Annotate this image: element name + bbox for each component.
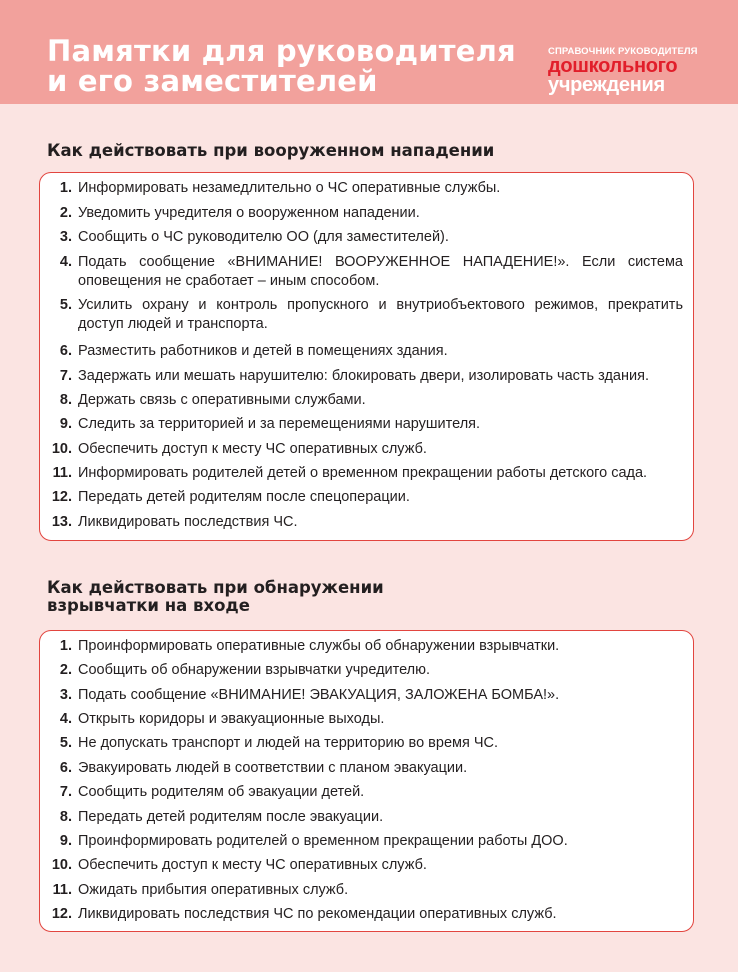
item-text: Не допускать транспорт и людей на территорию во время ЧС. [78, 735, 499, 751]
item-number: 5. [59, 297, 72, 313]
item-number: 1. [59, 180, 72, 196]
page-title [47, 36, 517, 96]
item-text: Открыть коридоры и эвакуационные выходы. [78, 711, 385, 727]
item-text: Разместить работников и детей в помещениях здания. [78, 343, 448, 359]
section-title-explosives [47, 579, 384, 615]
item-number: 9. [59, 416, 72, 432]
item-text: Сообщить об обнаружении взрывчатки учредителю. [78, 662, 431, 678]
item-text: Ликвидировать последствия ЧС по рекомендации оперативных служб. [78, 906, 557, 922]
item-number: 1. [59, 638, 72, 654]
item-number: 6. [59, 760, 72, 776]
item-number: 3. [59, 687, 72, 703]
section-title-line: Как действовать при вооруженном нападении [47, 141, 495, 160]
item-number: 8. [59, 809, 72, 825]
item-text: Следить за территорией и за перемещениями нарушителя. [78, 416, 481, 432]
item-text: Ликвидировать последствия ЧС. [78, 514, 298, 530]
item-number: 10. [51, 441, 72, 457]
item-number: 13. [51, 514, 72, 530]
item-text: Уведомить учредителя о вооруженном нападении. [78, 205, 420, 221]
item-text: Информировать незамедлительно о ЧС оперативные службы. [78, 180, 501, 196]
section-title-armed-attack [47, 142, 494, 160]
item-number: 12. [51, 489, 72, 505]
item-text: Информировать родителей детей о временном прекращении работы детского сада. [78, 465, 648, 481]
item-number: 5. [59, 735, 72, 751]
item-number: 2. [59, 205, 72, 221]
item-text: Задержать или мешать нарушителю: блокировать двери, изолировать часть здания. [78, 368, 649, 384]
item-number: 11. [52, 882, 72, 898]
logo-bottom-line: учреждения [548, 74, 665, 96]
item-text: Подать сообщение «ВНИМАНИЕ! ВООРУЖЕННОЕ НАПАДЕНИЕ!». Если система оповещения не сработает – иным способом. [78, 254, 683, 289]
item-text: Проинформировать оперативные службы об обнаружении взрывчатки. [78, 638, 560, 654]
item-number: 3. [59, 229, 72, 245]
item-number: 2. [59, 662, 72, 678]
item-text: Обеспечить доступ к месту ЧС оперативных служб. [78, 857, 427, 873]
item-text: Проинформировать родителей о временном прекращении работы ДОО. [78, 833, 568, 849]
item-number: 10. [51, 857, 72, 873]
item-number: 12. [51, 906, 72, 922]
item-number: 9. [59, 833, 72, 849]
item-number: 7. [59, 368, 72, 384]
item-number: 7. [59, 784, 72, 800]
item-text: Сообщить родителям об эвакуации детей. [78, 784, 365, 800]
logo-top-line: СПРАВОЧНИК РУКОВОДИТЕЛЯ [548, 46, 698, 57]
section-title-line: Как действовать при обнаружении [47, 578, 384, 597]
item-number: 8. [59, 392, 72, 408]
item-number: 11. [52, 465, 72, 481]
item-text: Эвакуировать людей в соответствии с планом эвакуации. [78, 760, 468, 776]
item-number: 4. [59, 254, 72, 270]
section-title-line: взрывчатки на входе [47, 596, 250, 615]
item-text: Обеспечить доступ к месту ЧС оперативных служб. [78, 441, 427, 457]
item-text: Ожидать прибытия оперативных служб. [78, 882, 349, 898]
item-text: Передать детей родителям после эвакуации. [78, 809, 384, 825]
item-text: Передать детей родителям после спецоперации. [78, 489, 410, 505]
item-text: Держать связь с оперативными службами. [78, 392, 366, 408]
item-text: Усилить охрану и контроль пропускного и внутриобъектового режимов, прекратить доступ людей и транспорта. [78, 297, 683, 332]
checklist-box-armed-attack [39, 172, 694, 541]
item-number: 4. [59, 711, 72, 727]
page-title-line-1: Памятки для руководителя [47, 34, 516, 68]
item-text: Сообщить о ЧС руководителю ОО (для заместителей). [78, 229, 449, 245]
checklist-box-explosives [39, 630, 694, 932]
header-banner [0, 0, 738, 104]
item-text: Подать сообщение «ВНИМАНИЕ! ЭВАКУАЦИЯ, ЗАЛОЖЕНА БОМБА!». [78, 687, 560, 703]
logo-middle-line: дошкольного [548, 55, 678, 77]
publication-logo [548, 46, 698, 95]
page-title-line-2: и его заместителей [47, 64, 378, 98]
item-number: 6. [59, 343, 72, 359]
